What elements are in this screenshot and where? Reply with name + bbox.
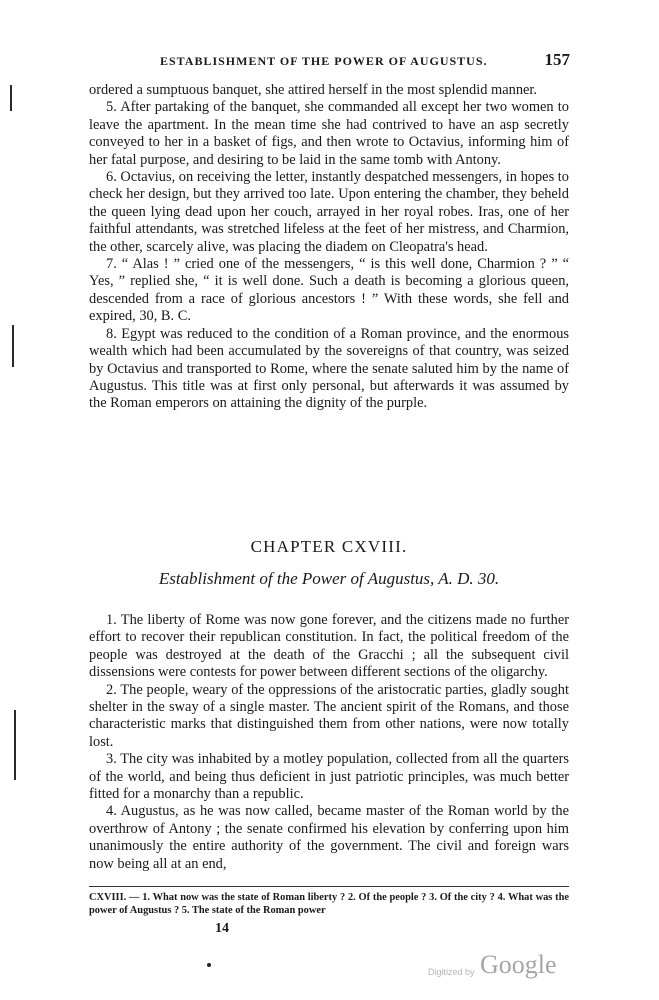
ink-dot (207, 963, 211, 967)
digitized-watermark (428, 950, 578, 990)
chapter-paragraph-1: 1. The liberty of Rome was now gone forever, and the citizens made no further effort to recover their republican constitution. In fact, the political freedom of the people was destroyed at the death of the Gracchi ; all the subsequent civil dissensions were contests for power between different sections of the oligarchy. (89, 612, 569, 681)
paragraph-8: 8. Egypt was reduced to the condition of a Roman province, and the enormous wealth which had been accumulated by the sovereigns of that country, was seized by Octavius and transported to Rome, where the senate saluted him by the name of Augustus. This title was at first only personal, but afterwards it was assumed by the Roman emperors on attaining the dignity of the purple. (89, 325, 569, 412)
top-text-block (89, 82, 569, 413)
signature-mark: 14 (215, 921, 229, 936)
chapter-paragraph-3: 3. The city was inhabited by a motley population, collected from all the quarters of the world, and being thus deficient in just patriotic principles, was much better fitted for a monarchy than a republic. (89, 751, 569, 803)
paragraph-7: 7. “ Alas ! ” cried one of the messengers, “ is this well done, Charmion ? ” “ Yes, ” replied she, “ it is well done. Such a death is becoming a glorious queen, descended from a race of glorious ancestors ! ” With these words, she fell and expired, 30, B. C. (89, 256, 569, 325)
scan-edge-mark (10, 85, 12, 111)
scan-edge-mark (12, 325, 14, 367)
continuation-paragraph: ordered a sumptuous banquet, she attired herself in the most splendid manner. (89, 82, 537, 98)
google-logo: Google (480, 950, 557, 979)
page-number: 157 (544, 50, 570, 69)
chapter-paragraph-4: 4. Augustus, as he was now called, became master of the Roman world by the overthrow of Antony ; the senate confirmed his elevation by conferring upon him unanimously the entire authority of the government. The civil and foreign wars now being all at an end, (89, 803, 569, 872)
paragraph-6: 6. Octavius, on receiving the letter, instantly despatched messengers, in hopes to check her design, but they arrived too late. Upon entering the chamber, they beheld the queen lying dead upon her couch, arrayed in her royal robes. Iras, one of her faithful attendants, was stretched lifeless at the feet of her mistress, and Charmion, the other, scarcely alive, was placing the diadem on Cleopatra's head. (89, 169, 569, 255)
chapter-title: CHAPTER CXVIII. (250, 537, 408, 556)
footnote-divider (89, 886, 569, 887)
paragraph-5: 5. After partaking of the banquet, she commanded all except her two women to leave the apartment. In the mean time she had contrived to have an asp secretly conveyed to her in a basket of figs, and then wrote to Octavius, informing him of her fatal purpose, and desiring to be laid in the same tomb with Antony. (89, 99, 569, 168)
digitized-prefix: Digitized by (428, 967, 475, 977)
chapter-text-block (89, 612, 569, 873)
chapter-subtitle: Establishment of the Power of Augustus, A. D. 30. (158, 569, 500, 588)
running-head (90, 50, 570, 74)
footnote-questions: CXVIII. — 1. What now was the state of Roman liberty ? 2. Of the people ? 3. Of the city ? 4. What was the power of Augustus ? 5. The state of the Roman power (89, 892, 569, 916)
scan-edge-mark (14, 710, 16, 780)
chapter-paragraph-2: 2. The people, weary of the oppressions of the aristocratic parties, gladly sought shelter in the sway of a single master. The ancient spirit of the Romans, and those characteristic marks that distinguished them from other nations, were now totally lost. (89, 681, 569, 750)
running-title: ESTABLISHMENT OF THE POWER OF AUGUSTUS. (160, 54, 488, 68)
